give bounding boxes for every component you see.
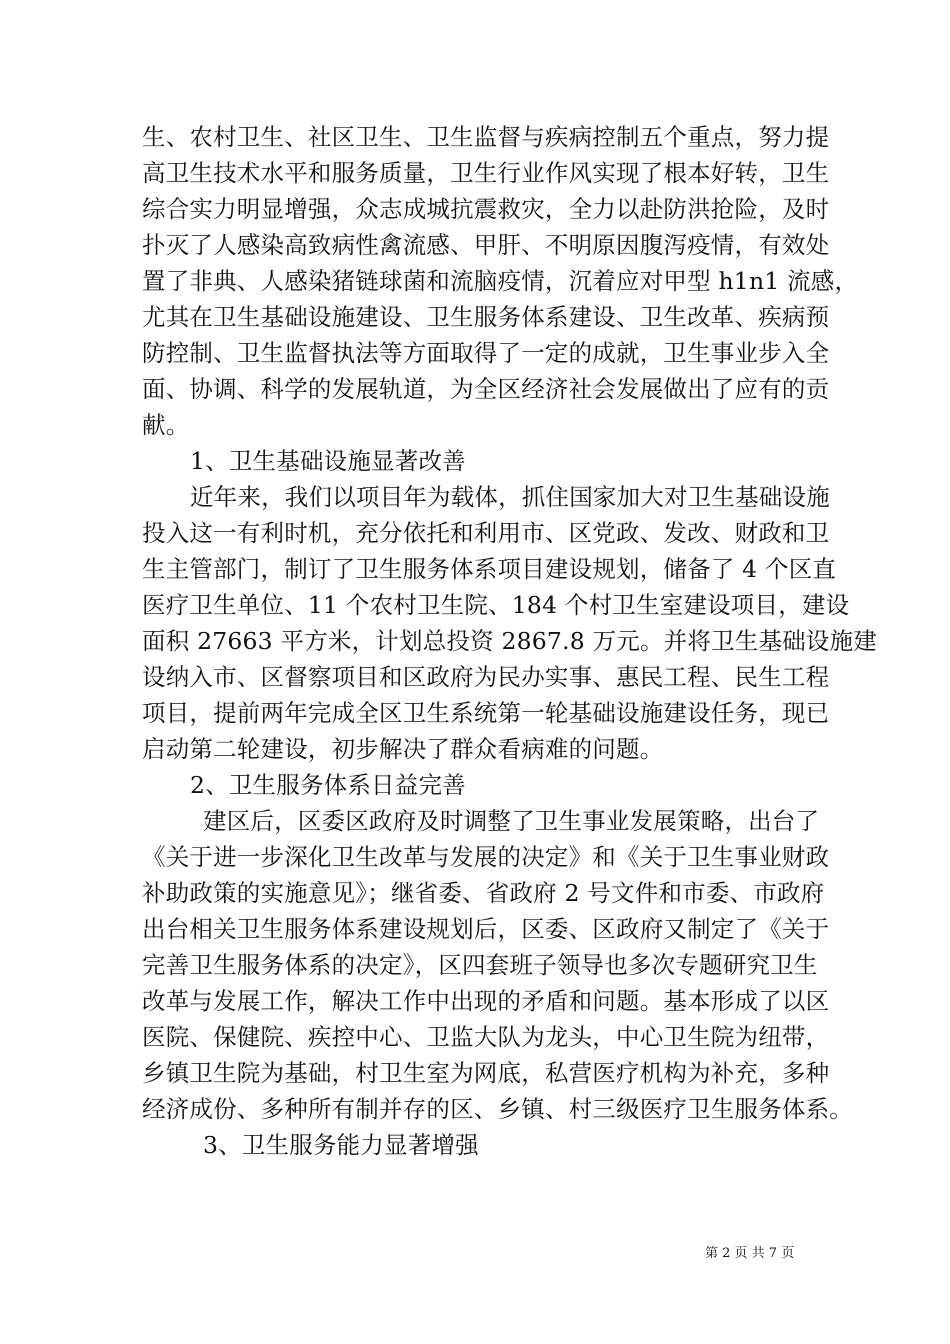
page-number: 第 2 页 共 7 页 [705, 1246, 795, 1261]
section-heading: 3、卫生服务能力显著增强 [203, 1131, 479, 1159]
body-text-line: 启动第二轮建设，初步解决了群众看病难的问题。 [142, 735, 664, 763]
body-text-line: 完善卫生服务体系的决定》，区四套班子领导也多次专题研究卫生 [142, 951, 818, 979]
body-text-line: 补助政策的实施意见》；继省委、省政府 2 号文件和市委、市政府 [142, 879, 825, 907]
section-heading: 2、卫生服务体系日益完善 [190, 771, 466, 799]
body-text-line: 近年来，我们以项目年为载体，抓住国家加大对卫生基础设施 [190, 483, 830, 511]
body-text-line: 防控制、卫生监督执法等方面取得了一定的成就，卫生事业步入全 [142, 339, 830, 367]
body-text-line: 面积 27663 平方米，计划总投资 2867.8 万元。并将卫生基础设施建 [142, 627, 877, 655]
body-text-line: 建区后，区委区政府及时调整了卫生事业发展策略，出台了 [203, 807, 820, 835]
body-text-line: 设纳入市、区督察项目和区政府为民办实事、惠民工程、民生工程 [142, 663, 830, 691]
body-text-line: 尤其在卫生基础设施建设、卫生服务体系建设、卫生改革、疾病预 [142, 303, 830, 331]
body-text-line: 改革与发展工作，解决工作中出现的矛盾和问题。基本形成了以区 [142, 987, 830, 1015]
body-text-line: 综合实力明显增强，众志成城抗震救灾，全力以赴防洪抢险，及时 [142, 195, 830, 223]
body-text-line: 医院、保健院、疾控中心、卫监大队为龙头，中心卫生院为纽带， [142, 1023, 830, 1051]
body-text-line: 扑灭了人感染高致病性禽流感、甲肝、不明原因腹泻疫情，有效处 [142, 231, 830, 259]
body-text-line: 生主管部门，制订了卫生服务体系项目建设规划，储备了 4 个区直 [142, 555, 837, 583]
section-heading: 1、卫生基础设施显著改善 [190, 447, 466, 475]
body-text-line: 出台相关卫生服务体系建设规划后，区委、区政府又制定了《关于 [142, 915, 830, 943]
body-text-line: 乡镇卫生院为基础，村卫生室为网底，私营医疗机构为补充，多种 [142, 1059, 830, 1087]
body-text-line: 《关于进一步深化卫生改革与发展的决定》和《关于卫生事业财政 [142, 843, 830, 871]
body-text-line: 经济成份、多种所有制并存的区、乡镇、村三级医疗卫生服务体系。 [142, 1095, 853, 1123]
body-text-line: 医疗卫生单位、11 个农村卫生院、184 个村卫生室建设项目，建设 [142, 591, 850, 619]
body-text-line: 投入这一有利时机，充分依托和利用市、区党政、发改、财政和卫 [142, 519, 830, 547]
body-text-line: 献。 [142, 411, 190, 439]
body-text-line: 项目，提前两年完成全区卫生系统第一轮基础设施建设任务，现已 [142, 699, 830, 727]
body-text-line: 面、协调、科学的发展轨道，为全区经济社会发展做出了应有的贡 [142, 375, 830, 403]
body-text-line: 置了非典、人感染猪链球菌和流脑疫情，沉着应对甲型 h1n1 流感， [142, 267, 859, 295]
body-text-line: 生、农村卫生、社区卫生、卫生监督与疾病控制五个重点，努力提 [142, 123, 830, 151]
body-text-line: 高卫生技术水平和服务质量，卫生行业作风实现了根本好转，卫生 [142, 159, 830, 187]
